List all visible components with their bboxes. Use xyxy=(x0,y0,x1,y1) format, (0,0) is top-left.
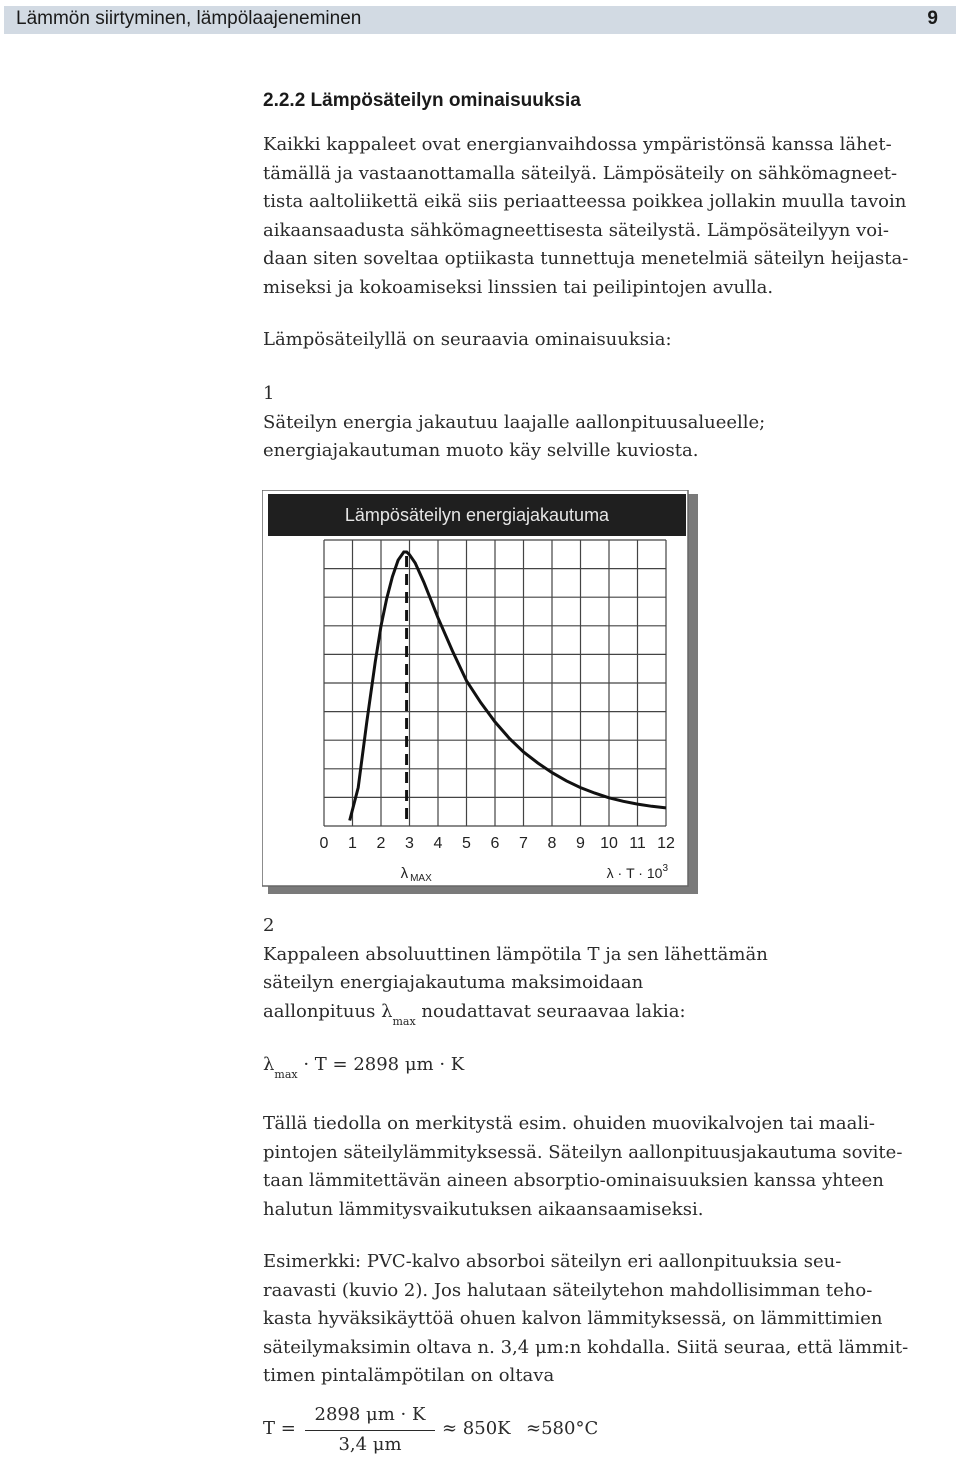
text-line: taan lämmitettävän aineen absorptio-ominaisuuksien kanssa yhteen xyxy=(263,1170,884,1191)
text-line: raavasti (kuvio 2). Jos halutaan säteilytehon mahdollisimman teho- xyxy=(263,1279,873,1301)
item-2 xyxy=(263,912,953,1026)
x-tick-label: 12 xyxy=(657,835,675,852)
x-tick-label: 11 xyxy=(629,835,646,852)
x-tick-label: 4 xyxy=(433,835,443,852)
x-tick-label: 6 xyxy=(490,835,500,852)
text-line: energiajakautuman muoto käy selville kuviosta. xyxy=(263,440,699,461)
page-header xyxy=(4,6,956,34)
lambda-symbol: λ xyxy=(400,865,409,882)
properties-intro: Lämpösäteilyllä on seuraavia ominaisuuksia: xyxy=(263,329,672,350)
wien-law-equation xyxy=(263,1054,465,1081)
intro-paragraph xyxy=(263,131,953,302)
text-line: daan siten soveltaa optiikasta tunnettuja menetelmiä säteilyn heijasta- xyxy=(263,248,909,269)
equation-rest: · T = 2898 μm · K xyxy=(297,1054,465,1075)
x-axis-label xyxy=(607,863,669,881)
section-heading: 2.2.2 Lämpösäteilyn ominaisuuksia xyxy=(263,90,581,111)
x-tick-label: 9 xyxy=(576,835,585,852)
text-line: Kaikki kappaleet ovat energianvaihdossa ympäristönsä kanssa lähet- xyxy=(263,134,892,155)
formula-numerator: 2898 μm · K xyxy=(314,1404,426,1425)
x-axis-label-text: λ · T · 10 xyxy=(606,865,663,881)
chart-title: Lämpösäteilyn energiajakautuma xyxy=(344,505,610,525)
lambda-symbol: λ xyxy=(263,1054,275,1075)
x-tick-label: 2 xyxy=(376,835,386,852)
subscript-max: max xyxy=(392,1014,416,1028)
text-line: säteilyn energiajakautuma maksimoidaan xyxy=(263,972,644,993)
text-fragment: aallonpituus λ xyxy=(263,1000,393,1022)
energy-distribution-chart xyxy=(262,490,692,890)
formula-result-celsius: ≈580°C xyxy=(526,1418,599,1439)
formula-denominator: 3,4 μm xyxy=(338,1434,402,1455)
x-tick-label: 8 xyxy=(547,835,557,852)
x-tick-label: 7 xyxy=(519,835,528,852)
x-tick-label: 1 xyxy=(348,835,357,852)
text-line: Säteilyn energia jakautuu laajalle aallonpituusalueelle; xyxy=(263,411,766,433)
text-line: Esimerkki: PVC-kalvo absorboi säteilyn eri aallonpituuksia seu- xyxy=(263,1251,842,1272)
text-line: tista aaltoliikettä eikä siis periaatteessa poikkea jollakin muulla tavoin xyxy=(263,191,907,212)
x-tick-label: 10 xyxy=(600,835,618,852)
lambda-max-subscript: MAX xyxy=(410,873,432,884)
text-line xyxy=(263,998,953,1027)
text-fragment: noudattavat seuraavaa lakia: xyxy=(415,1000,686,1022)
formula-lhs: T = xyxy=(263,1418,296,1439)
x-tick-label: 5 xyxy=(462,835,471,852)
text-line: säteilymaksimin oltava n. 3,4 μm:n kohdalla. Siitä seuraa, että lämmit- xyxy=(263,1336,909,1358)
x-axis-label-exponent: 3 xyxy=(662,863,668,874)
text-line: pintojen säteilylämmityksessä. Säteilyn aallonpituusjakautuma sovite- xyxy=(263,1141,903,1163)
paragraph-example xyxy=(263,1248,953,1391)
page-number: 9 xyxy=(927,8,938,29)
formula-result-kelvin: ≈ 850K xyxy=(442,1418,511,1439)
text-line: kasta hyväksikäyttöä ohuen kalvon lämmityksessä, on lämmittimien xyxy=(263,1308,883,1329)
chapter-title: Lämmön siirtyminen, lämpölaajeneminen xyxy=(16,8,362,29)
item-1 xyxy=(263,380,953,466)
text-line: halutun lämmitysvaikutuksen aikaansaamiseksi. xyxy=(263,1198,704,1220)
text-line: timen pintalämpötilan on oltava xyxy=(263,1365,555,1386)
text-line: tämällä ja vastaanottamalla säteilyä. Lämpösäteily on sähkömagneet- xyxy=(263,162,898,184)
x-tick-label: 3 xyxy=(405,835,414,852)
item-number: 2 xyxy=(263,915,275,936)
fraction-bar xyxy=(305,1430,435,1431)
text-line: Kappaleen absoluuttinen lämpötila T ja sen lähettämän xyxy=(263,943,768,965)
text-line: miseksi ja kokoamiseksi linssien tai peilipintojen avulla. xyxy=(263,276,774,298)
text-line: Tällä tiedolla on merkitystä esim. ohuiden muovikalvojen tai maali- xyxy=(263,1113,875,1134)
text-line: aikaansaadusta sähkömagneettisesta säteilystä. Lämpösäteilyyn voi- xyxy=(263,219,889,241)
item-number: 1 xyxy=(263,383,275,404)
x-tick-label: 0 xyxy=(319,835,329,852)
paragraph-application xyxy=(263,1110,953,1224)
subscript-max: max xyxy=(274,1068,298,1081)
